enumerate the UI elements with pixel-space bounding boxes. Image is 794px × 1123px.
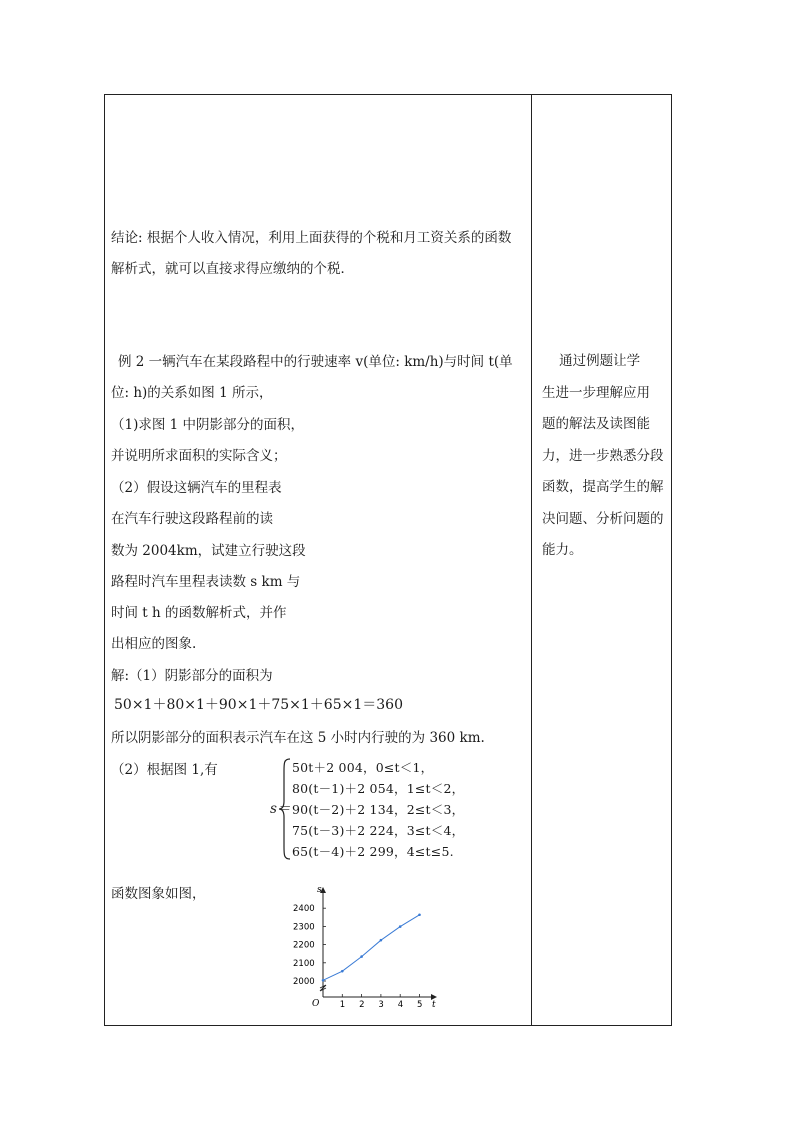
teaching-note-line-4: 力，进一步熟悉分段 bbox=[542, 447, 664, 464]
teaching-note-line-7: 能力。 bbox=[542, 542, 583, 558]
x-tick-label: 2 bbox=[359, 1000, 365, 1010]
piecewise-line-3: 90(t－2)＋2 134，2≤t＜3， bbox=[292, 802, 465, 817]
example-line-10: 出相应的图象. bbox=[111, 636, 197, 652]
x-tick-label: 4 bbox=[397, 1000, 404, 1010]
teaching-note-line-6: 决问题、分析问题的 bbox=[542, 510, 664, 527]
piecewise-brace bbox=[278, 757, 292, 861]
data-point bbox=[380, 939, 383, 942]
origin-label: O bbox=[312, 999, 320, 1009]
graph-label: 函数图象如图， bbox=[111, 886, 206, 902]
piecewise-line-2: 80(t－1)＋2 054，1≤t＜2， bbox=[292, 781, 465, 796]
x-axis-label: t bbox=[432, 1000, 436, 1010]
solution-part1-conclusion: 所以阴影部分的面积表示汽车在这 5 小时内行驶的为 360 km. bbox=[111, 730, 485, 746]
example-line-9: 时间 t h 的函数解析式，并作 bbox=[111, 605, 287, 621]
teaching-note-line-3: 题的解法及读图能 bbox=[542, 416, 650, 432]
y-tick-label: 2000 bbox=[293, 977, 315, 987]
example-line-4: 并说明所求面积的实际含义； bbox=[111, 448, 287, 464]
piecewise-line-1: 50t＋2 004，0≤t＜1， bbox=[292, 760, 434, 775]
y-tick-label: 2200 bbox=[293, 940, 315, 951]
solution-part1-heading: 解:（1）阴影部分的面积为 bbox=[111, 668, 273, 684]
data-point bbox=[418, 913, 421, 916]
function-graph bbox=[285, 880, 445, 1010]
example-line-3: （1)求图 1 中阴影部分的面积， bbox=[111, 417, 305, 433]
example-line-5: （2）假设这辆汽车的里程表 bbox=[111, 480, 282, 496]
example-line-7: 数为 2004km，试建立行驶这段 bbox=[111, 543, 306, 559]
solution-part2-heading: （2）根据图 1,有 bbox=[111, 762, 218, 778]
data-point bbox=[399, 925, 402, 928]
y-axis-label: s bbox=[317, 885, 322, 895]
series-line bbox=[323, 915, 420, 981]
example-line-8: 路程时汽车里程表读数 s km 与 bbox=[111, 574, 301, 590]
conclusion-line-2: 解析式，就可以直接求得应缴纳的个税． bbox=[111, 261, 354, 277]
piecewise-line-5: 65(t－4)＋2 299，4≤t≤5. bbox=[292, 844, 454, 859]
teaching-note-line-2: 生进一步理解应用 bbox=[542, 384, 650, 401]
teaching-note bbox=[542, 346, 668, 567]
teaching-note-line-1: 通过例题让学 bbox=[542, 353, 641, 369]
x-tick-label: 5 bbox=[417, 1000, 423, 1010]
data-point bbox=[360, 955, 363, 958]
column-divider bbox=[531, 94, 532, 1026]
y-tick-label: 2100 bbox=[293, 958, 315, 969]
data-point bbox=[341, 970, 344, 973]
teaching-note-line-5: 函数，提高学生的解 bbox=[542, 479, 664, 495]
x-tick-label: 1 bbox=[339, 1000, 346, 1010]
piecewise-s-label: s＝ bbox=[270, 801, 291, 817]
example-line-1: 例 2 一辆汽车在某段路程中的行驶速率 v(单位: km/h)与时间 t(单 bbox=[118, 354, 513, 370]
example-line-6: 在汽车行驶这段路程前的读 bbox=[111, 511, 273, 527]
solution-part1-equation: 50×1＋80×1＋90×1＋75×1＋65×1＝360 bbox=[114, 697, 403, 713]
data-point bbox=[322, 979, 325, 982]
y-tick-label: 2400 bbox=[293, 904, 315, 915]
piecewise-line-4: 75(t－3)＋2 224，3≤t＜4， bbox=[292, 823, 465, 838]
conclusion-line-1: 结论: 根据个人收入情况，利用上面获得的个税和月工资关系的函数 bbox=[111, 230, 512, 246]
y-tick-label: 2300 bbox=[293, 922, 315, 933]
example-line-2: 位: h)的关系如图 1 所示， bbox=[111, 385, 273, 401]
x-tick-label: 3 bbox=[378, 1000, 384, 1010]
